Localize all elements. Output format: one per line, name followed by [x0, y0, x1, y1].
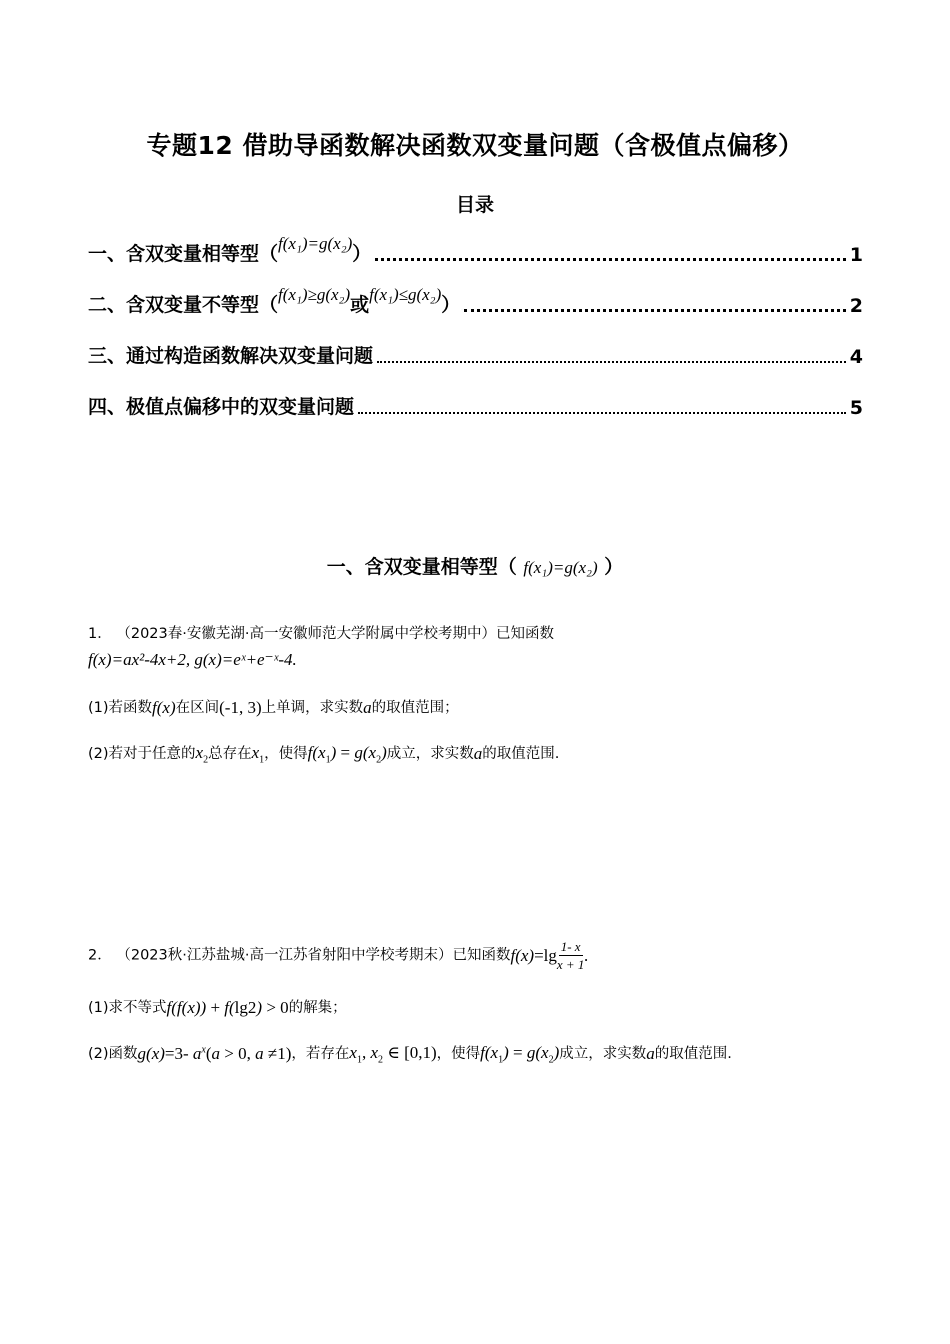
section-heading-close: ） — [604, 556, 624, 578]
section-heading — [0, 552, 950, 579]
toc-entry-math: f(x₁)=g(x₂) — [278, 234, 353, 253]
math-inline: $f(x_1) = g(x_2)$ — [480, 1042, 560, 1066]
document-title: 专题12 借助导函数解决函数双变量问题（含极值点偏移） — [146, 131, 804, 160]
problem-1-part-1 — [88, 696, 459, 718]
text-segment: 的解集； — [288, 1000, 347, 1016]
toc-entry-label: 一、含双变量相等型（ — [88, 243, 279, 265]
toc-leader — [358, 411, 846, 414]
problem-source: （2023秋·江苏盐城·高一江苏省射阳中学校考期末）已知函数 — [116, 947, 511, 964]
toc-entry-math: f(x₁)≥g(x₂) — [278, 285, 351, 304]
problem-formula: f(x)=ax²-4x+2, g(x)=eˣ+e⁻ˣ-4. — [88, 650, 297, 669]
text-segment: (1)若函数 — [88, 700, 153, 716]
math-inline: a — [646, 1044, 655, 1063]
math-inline: a — [473, 744, 483, 763]
math-inline: g(x)=3- $a^x(a > 0$, a ≠1) — [137, 1044, 292, 1063]
toc-leader — [375, 257, 845, 261]
math-inline: $x_2$ — [195, 742, 209, 766]
problem-number: 2． — [88, 947, 112, 964]
math-inline: . — [584, 945, 589, 965]
text-segment: ，若存在 — [291, 1046, 350, 1062]
toc-page-number: 4 — [849, 346, 863, 368]
math-inline: $x_1$ — [251, 742, 265, 766]
problem-2-part-2 — [88, 1042, 732, 1065]
toc-leader — [377, 360, 846, 363]
text-segment: (1)求不等式 — [88, 1000, 167, 1016]
toc-entry-close: ） — [352, 243, 372, 265]
text-segment: (2)函数 — [88, 1046, 138, 1062]
toc-entry-connector: 或 — [350, 294, 370, 316]
text-segment: 上单调，求实数 — [261, 700, 364, 716]
text-segment: 成立，求实数 — [386, 746, 474, 762]
section-heading-label: 一、含双变量相等型（ — [326, 556, 517, 578]
text-segment: 总存在 — [208, 746, 252, 762]
toc-entry-math-2: f(x₁)≤g(x₂) — [369, 285, 442, 304]
problem-number: 1． — [88, 626, 112, 642]
toc-entry-close: ） — [441, 294, 461, 316]
toc-page-number: 1 — [849, 244, 863, 266]
math-inline: $x_1$, $x_2$ ∈ [0,1) — [349, 1042, 437, 1066]
toc-page-number: 2 — [849, 295, 863, 317]
text-segment: 的取值范围； — [371, 700, 459, 716]
fraction — [557, 938, 585, 973]
text-segment: ，使得 — [436, 1046, 481, 1062]
toc-entry-2[interactable] — [88, 283, 863, 317]
section-heading-math: f(x₁)=g(x₂) — [523, 558, 598, 577]
math-inline: (-1, 3) — [219, 698, 262, 717]
math-inline: f(x)=lg — [510, 945, 557, 965]
toc-heading: 目录 — [455, 194, 494, 216]
text-segment: 在区间 — [175, 700, 220, 716]
problem-2-source — [88, 938, 589, 973]
math-inline: f(x) — [152, 698, 176, 717]
text-segment: ，使得 — [264, 746, 308, 762]
problem-2-part-1 — [88, 996, 347, 1018]
toc-page-number: 5 — [849, 397, 863, 419]
math-inline: f(f(x)) + f(lg2) > 0 — [166, 998, 289, 1017]
math-inline: $f(x_1) = g(x_2)$ — [307, 742, 387, 766]
problem-1-formula — [88, 650, 297, 670]
toc-entry-1[interactable] — [88, 232, 863, 266]
problem-1-part-2 — [88, 742, 559, 765]
text-segment: 的取值范围. — [482, 746, 560, 762]
fraction-numerator: 1- x — [560, 939, 581, 954]
text-segment: 成立，求实数 — [559, 1046, 647, 1062]
text-segment: 的取值范围. — [654, 1046, 732, 1062]
toc-entry-3[interactable] — [88, 334, 863, 368]
problem-1-source — [88, 622, 554, 643]
problem-source: （2023春·安徽芜湖·高一安徽师范大学附属中学校考期中）已知函数 — [116, 626, 554, 642]
toc-entry-4[interactable] — [88, 385, 863, 419]
text-segment: (2)若对于任意的 — [88, 746, 196, 762]
toc-entry-label: 二、含双变量不等型（ — [88, 294, 279, 316]
math-inline: a — [363, 698, 372, 717]
toc-entry-label: 三、通过构造函数解决双变量问题 — [88, 345, 374, 367]
toc-leader — [464, 308, 846, 312]
toc-entry-label: 四、极值点偏移中的双变量问题 — [88, 396, 355, 418]
fraction-denominator: x + 1 — [556, 957, 585, 972]
